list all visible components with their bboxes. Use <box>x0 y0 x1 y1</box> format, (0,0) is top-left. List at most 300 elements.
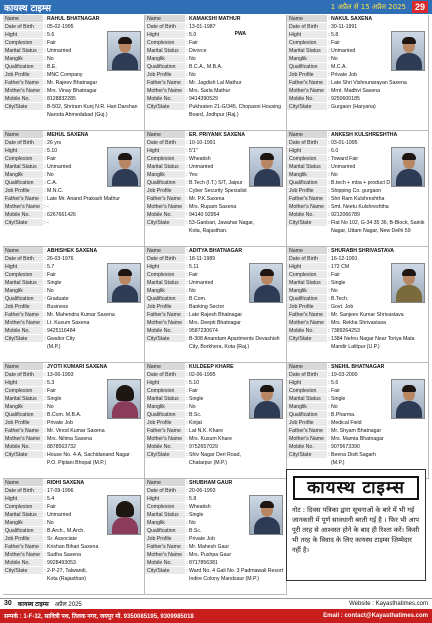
profile-photo <box>107 495 141 535</box>
profile-field-city-cont <box>145 343 286 351</box>
field-label: Date of Birth <box>3 23 43 31</box>
field-colon: : <box>44 64 46 70</box>
field-label: Mobile No. <box>145 95 185 103</box>
field-colon: : <box>186 132 188 138</box>
field-label: Mother's Name <box>287 435 327 443</box>
field-value: Divorce <box>189 48 207 54</box>
field-value: 6267661426 <box>47 212 76 218</box>
field-label: Marital Status <box>145 279 185 287</box>
profile-field-dob <box>145 139 286 147</box>
field-value: Mrs. Rupam Saxena <box>189 204 237 210</box>
field-value: ER. PRIYANK SAXENA <box>189 132 246 138</box>
field-label-empty <box>145 343 185 351</box>
profile-field-father <box>287 311 428 319</box>
field-value: Wheatish <box>189 156 211 162</box>
profile-field-father <box>145 427 286 435</box>
field-value: 8878563732 <box>47 444 76 450</box>
field-value: Kota (Rajasthan) <box>47 576 86 582</box>
profile-field-city-cont <box>287 459 428 467</box>
profile-card <box>287 363 429 479</box>
field-value: Private Job <box>331 72 357 78</box>
profile-field-city <box>3 567 144 575</box>
field-label: Qualification <box>287 295 327 303</box>
field-label: Complexion <box>145 387 185 395</box>
field-colon: : <box>328 328 330 334</box>
field-colon: : <box>328 364 330 370</box>
field-value: JYOTI KUMARI SAXENA <box>47 364 108 370</box>
field-colon: : <box>186 420 188 426</box>
profile-photo <box>107 147 141 187</box>
field-value: SHURABH SHRIVASTAVA <box>331 248 395 254</box>
profile-field-dob <box>3 487 144 495</box>
field-colon: : <box>328 436 330 442</box>
profile-field-name <box>287 363 428 371</box>
ad-title: कायस्थ टाइम्स <box>293 476 419 500</box>
field-colon: : <box>186 296 188 302</box>
footer-website[interactable]: Website : Kayasthatimes.com <box>349 600 428 607</box>
field-value: Business <box>47 304 69 310</box>
profile-field-dob <box>287 371 428 379</box>
profile-field-dob <box>3 23 144 31</box>
field-value: Mrs. Kusum Khare <box>189 436 232 442</box>
field-colon: : <box>186 212 188 218</box>
field-colon: : <box>328 444 330 450</box>
field-value: Flat No 102, G-34 35 36, B-Block, Sainik <box>331 220 425 226</box>
profile-field-mother <box>287 87 428 95</box>
field-label: Father's Name <box>145 195 185 203</box>
field-label: Qualification <box>145 63 185 71</box>
field-value: Shipping Co. gurgaon <box>331 188 382 194</box>
field-colon: : <box>186 72 188 78</box>
field-value: B.Tech (I.T.) S/T, Jaipur <box>189 180 243 186</box>
field-value: B.Pharma. <box>331 412 356 418</box>
field-colon: : <box>186 304 188 310</box>
field-value: 26 yrs <box>47 140 62 146</box>
field-colon: : <box>186 404 188 410</box>
field-colon: : <box>186 568 188 574</box>
field-colon: : <box>186 512 188 518</box>
field-label: Date of Birth <box>287 139 327 147</box>
profile-photo <box>107 31 141 71</box>
profile-field-marital <box>145 47 286 55</box>
field-value: Unmarried <box>331 48 356 54</box>
field-label: Qualification <box>3 63 43 71</box>
field-label: Marital Status <box>145 163 185 171</box>
issue-info: 1 अप्रैल से 15 अप्रैल 2025 <box>330 2 406 11</box>
field-label: Hight <box>145 31 185 39</box>
field-colon: : <box>186 156 188 162</box>
field-label: Manglik <box>287 55 327 63</box>
field-colon: : <box>44 320 46 326</box>
field-value: 2-P-27, Talwandi, <box>47 568 87 574</box>
field-colon: : <box>44 132 46 138</box>
field-colon: : <box>186 388 188 394</box>
masthead-title: कायस्थ टाइम्स <box>4 3 51 14</box>
field-label: Marital Status <box>3 163 43 171</box>
field-colon: : <box>44 88 46 94</box>
field-label: Name <box>3 131 43 139</box>
field-colon: : <box>44 256 46 262</box>
field-value: - <box>47 204 49 210</box>
field-value: No <box>47 172 54 178</box>
profile-field-father <box>145 195 286 203</box>
field-label: Manglik <box>145 403 185 411</box>
field-colon: : <box>186 504 188 510</box>
field-label: Name <box>3 479 43 487</box>
profile-field-mobile <box>287 443 428 451</box>
field-colon: : <box>44 140 46 146</box>
field-label: City/State <box>287 451 327 459</box>
field-value: 6.0 <box>331 148 339 154</box>
page-number: 29 <box>412 1 428 13</box>
field-value: B.Com. M.B.A. <box>47 412 82 418</box>
field-value: Yes <box>189 172 198 178</box>
field-colon: : <box>44 496 46 502</box>
field-value: Fair <box>47 388 56 394</box>
field-label: Name <box>287 247 327 255</box>
field-colon: : <box>44 568 46 574</box>
field-colon: : <box>328 304 330 310</box>
profile-card <box>145 131 287 247</box>
field-colon: : <box>186 452 188 458</box>
field-value: Shiv Nagar Deri Road, <box>189 452 241 458</box>
field-value: No <box>189 520 196 526</box>
field-value: No <box>331 288 338 294</box>
profile-field-name <box>145 479 286 487</box>
field-value: 13-06-1993 <box>47 372 74 378</box>
profile-field-job <box>3 535 144 543</box>
field-colon: : <box>44 304 46 310</box>
field-label: Complexion <box>3 387 43 395</box>
field-colon: : <box>44 72 46 78</box>
field-label: Job Profile <box>3 303 43 311</box>
profile-field-father <box>287 195 428 203</box>
field-colon: : <box>186 544 188 550</box>
field-label: Marital Status <box>3 279 43 287</box>
field-label: Complexion <box>287 271 327 279</box>
profile-field-mother <box>3 435 144 443</box>
field-colon: : <box>186 520 188 526</box>
profile-field-name <box>287 131 428 139</box>
field-colon: : <box>186 220 188 226</box>
profile-field-mother <box>145 87 286 95</box>
profile-field-mother <box>3 319 144 327</box>
field-value: 30-11-1991 <box>331 24 358 30</box>
field-label: City/State <box>287 335 327 343</box>
field-colon: : <box>186 560 188 566</box>
field-label: Manglik <box>287 171 327 179</box>
field-value: Fair <box>47 156 56 162</box>
profile-card <box>145 15 287 131</box>
field-colon: : <box>44 436 46 442</box>
field-colon: : <box>186 88 188 94</box>
field-value: B.Sc. <box>189 412 202 418</box>
profile-field-city-cont <box>287 343 428 351</box>
field-value: No <box>47 404 54 410</box>
field-value: 5.4 <box>47 496 55 502</box>
footer-page-number: 30 <box>4 600 12 607</box>
profile-field-height <box>145 31 286 39</box>
field-label: Name <box>287 363 327 371</box>
field-colon: : <box>328 16 330 22</box>
field-label-empty <box>3 459 43 467</box>
profile-field-mother <box>287 435 428 443</box>
field-value: Single <box>47 280 62 286</box>
field-colon: : <box>186 428 188 434</box>
profile-field-city <box>287 219 428 227</box>
field-value: 7389264253 <box>331 328 360 334</box>
field-label: Hight <box>145 263 185 271</box>
field-value: 18-11-1989 <box>189 256 216 262</box>
profile-field-name <box>287 15 428 23</box>
field-value: Late Rajesh Bhatnagar <box>189 312 243 318</box>
field-value: B.Arch., M.Arch. <box>47 528 85 534</box>
profile-field-city-cont <box>145 459 286 467</box>
profile-field-mother <box>145 551 286 559</box>
field-colon: : <box>328 40 330 46</box>
field-value: No <box>47 520 54 526</box>
profile-field-father <box>145 543 286 551</box>
field-colon: : <box>328 156 330 162</box>
field-label: Marital Status <box>287 279 327 287</box>
field-value: Graduate <box>47 296 69 302</box>
field-value: Board, Jodhpur (Raj.) <box>189 112 239 118</box>
field-colon: : <box>186 188 188 194</box>
profile-field-mother <box>3 203 144 211</box>
field-value: 16-12-1991 <box>331 256 358 262</box>
profile-photo <box>249 379 283 419</box>
field-value: MNC Company <box>47 72 83 78</box>
profile-field-dob <box>287 23 428 31</box>
field-colon: : <box>328 204 330 210</box>
field-colon: : <box>44 48 46 54</box>
field-label: Date of Birth <box>145 139 185 147</box>
profile-field-father <box>3 311 144 319</box>
field-label: Hight <box>145 379 185 387</box>
field-value: (M.P.) <box>47 344 61 350</box>
field-label: Mobile No. <box>287 95 327 103</box>
field-label: Qualification <box>145 527 185 535</box>
field-value: 5.8 <box>331 32 339 38</box>
field-label: Date of Birth <box>145 487 185 495</box>
profile-field-dob <box>145 371 286 379</box>
field-label: City/State <box>3 451 43 459</box>
field-colon: : <box>328 396 330 402</box>
field-label: Manglik <box>145 171 185 179</box>
field-value: MEHUL SAXENA <box>47 132 89 138</box>
field-colon: : <box>186 280 188 286</box>
profile-field-job <box>287 71 428 79</box>
field-label: Manglik <box>145 287 185 295</box>
field-value: 5.6 <box>331 380 339 386</box>
field-label: City/State <box>287 103 327 111</box>
field-value: Mrs. Pushpa Gaur <box>189 552 232 558</box>
field-colon: : <box>44 56 46 62</box>
profile-field-complexion <box>145 39 286 47</box>
field-value: Fair <box>47 40 56 46</box>
profile-field-city <box>3 103 144 111</box>
field-value: Krishan Bihari Saxena <box>47 544 99 550</box>
field-label: Complexion <box>145 39 185 47</box>
field-label: Qualification <box>3 527 43 535</box>
field-colon: : <box>44 312 46 318</box>
profile-field-city-cont <box>3 459 144 467</box>
field-value: 5.0 <box>189 32 197 38</box>
field-label: City/State <box>287 219 327 227</box>
profile-field-city <box>145 451 286 459</box>
field-value: 26-03-1976 <box>47 256 74 262</box>
field-colon: : <box>44 544 46 550</box>
field-colon: : <box>44 32 46 38</box>
field-colon: : <box>328 264 330 270</box>
field-label: Name <box>145 131 185 139</box>
field-colon: : <box>44 188 46 194</box>
field-label: Complexion <box>287 155 327 163</box>
field-label: Marital Status <box>145 47 185 55</box>
field-value: Mrs. Mamta Bhatnagar <box>331 436 384 442</box>
profile-field-manglik <box>145 55 286 63</box>
field-colon: : <box>328 212 330 218</box>
field-colon: : <box>44 372 46 378</box>
field-value: Sr. Associate <box>47 536 77 542</box>
field-colon: : <box>44 528 46 534</box>
field-colon: : <box>328 404 330 410</box>
field-label: Mobile No. <box>3 443 43 451</box>
profile-field-mother <box>145 203 286 211</box>
field-label: Father's Name <box>3 195 43 203</box>
field-colon: : <box>186 16 188 22</box>
field-value: Private Job <box>47 420 73 426</box>
field-value: C.A. <box>47 180 58 186</box>
field-value: B.tech + mba + product D <box>331 180 391 186</box>
profile-field-mobile <box>145 559 286 567</box>
field-label-empty <box>145 459 185 467</box>
field-label: Name <box>3 15 43 23</box>
field-label: Father's Name <box>145 311 185 319</box>
profile-field-dob <box>3 139 144 147</box>
profile-field-job <box>3 419 144 427</box>
field-label-empty <box>287 343 327 351</box>
profile-card <box>3 15 145 131</box>
field-label: Qualification <box>145 179 185 187</box>
field-colon: : <box>44 452 46 458</box>
field-value: Kirijat <box>189 420 202 426</box>
field-label: Marital Status <box>3 511 43 519</box>
field-label: Job Profile <box>145 303 185 311</box>
field-value: Late Mr. Anand Prakash Mathur <box>47 196 120 202</box>
field-value: City, Borkhera, Kota (Raj.) <box>189 344 250 350</box>
field-label: Job Profile <box>3 187 43 195</box>
field-colon: : <box>186 444 188 450</box>
field-label: City/State <box>145 451 185 459</box>
field-value: Ward No. 4 Gali No. 3 Padmawali Resort <box>189 568 284 574</box>
field-label: Mother's Name <box>3 87 43 95</box>
profile-photo <box>107 263 141 303</box>
profile-card <box>3 247 145 363</box>
field-value: No <box>189 72 196 78</box>
field-value: No <box>331 56 338 62</box>
field-label: Job Profile <box>145 71 185 79</box>
field-value: No <box>47 288 54 294</box>
field-colon: : <box>328 380 330 386</box>
field-colon: : <box>328 64 330 70</box>
field-value: 5.10 <box>47 148 58 154</box>
field-value: (M.P.) <box>331 460 345 466</box>
field-label: Complexion <box>145 155 185 163</box>
field-label-empty <box>145 575 185 583</box>
field-label: City/State <box>145 103 185 111</box>
field-colon: : <box>44 212 46 218</box>
field-label: Father's Name <box>3 311 43 319</box>
field-label: Father's Name <box>287 427 327 435</box>
field-value: 13-01-1987 <box>189 24 216 30</box>
profile-field-city-cont <box>3 111 144 119</box>
profile-field-dob <box>145 255 286 263</box>
field-value: No <box>47 56 54 62</box>
profile-card <box>287 15 429 131</box>
field-label: Job Profile <box>3 535 43 543</box>
field-label: City/State <box>145 335 185 343</box>
field-label: Father's Name <box>145 79 185 87</box>
profile-photo <box>391 31 425 71</box>
field-value: SNEHIL BHATNAGAR <box>331 364 385 370</box>
field-label: Hight <box>3 31 43 39</box>
field-value: Indire Colony Mandsaur (M.P.) <box>189 576 259 582</box>
field-label: Name <box>287 15 327 23</box>
field-label: Date of Birth <box>3 371 43 379</box>
field-label: Marital Status <box>145 395 185 403</box>
field-label: City/State <box>3 335 43 343</box>
field-colon: : <box>44 536 46 542</box>
field-colon: : <box>328 32 330 38</box>
field-label: Date of Birth <box>3 255 43 263</box>
field-colon: : <box>186 172 188 178</box>
field-colon: : <box>328 80 330 86</box>
profile-field-mother <box>145 319 286 327</box>
profile-field-mobile <box>145 95 286 103</box>
field-colon: : <box>328 164 330 170</box>
profile-field-mobile <box>145 327 286 335</box>
field-colon: : <box>328 272 330 278</box>
field-value: Single <box>189 396 204 402</box>
field-colon: : <box>44 504 46 510</box>
field-colon: : <box>328 180 330 186</box>
field-label: Job Profile <box>287 187 327 195</box>
field-label: Father's Name <box>3 427 43 435</box>
field-label: Marital Status <box>287 47 327 55</box>
field-label: Name <box>287 131 327 139</box>
field-value: 5.7 <box>47 264 55 270</box>
field-value: 9212066789 <box>331 212 360 218</box>
field-value: 5.11 <box>189 264 199 270</box>
profile-field-father <box>287 427 428 435</box>
field-value: Private Job <box>189 536 215 542</box>
field-colon: : <box>44 96 46 102</box>
field-colon: : <box>44 380 46 386</box>
field-label: Complexion <box>287 39 327 47</box>
field-value: Gwalior City <box>47 336 75 342</box>
field-label: Date of Birth <box>287 255 327 263</box>
field-label: Name <box>145 363 185 371</box>
field-label: Job Profile <box>145 535 185 543</box>
profile-field-dob <box>287 255 428 263</box>
profile-field-dob <box>287 139 428 147</box>
field-colon: : <box>186 180 188 186</box>
field-label: Complexion <box>3 155 43 163</box>
field-label: Manglik <box>287 287 327 295</box>
footer-email[interactable]: Email : contact@Kayasthatimes.com <box>323 613 428 619</box>
field-value: B-308 Anandam Apartments Devashish <box>189 336 280 342</box>
